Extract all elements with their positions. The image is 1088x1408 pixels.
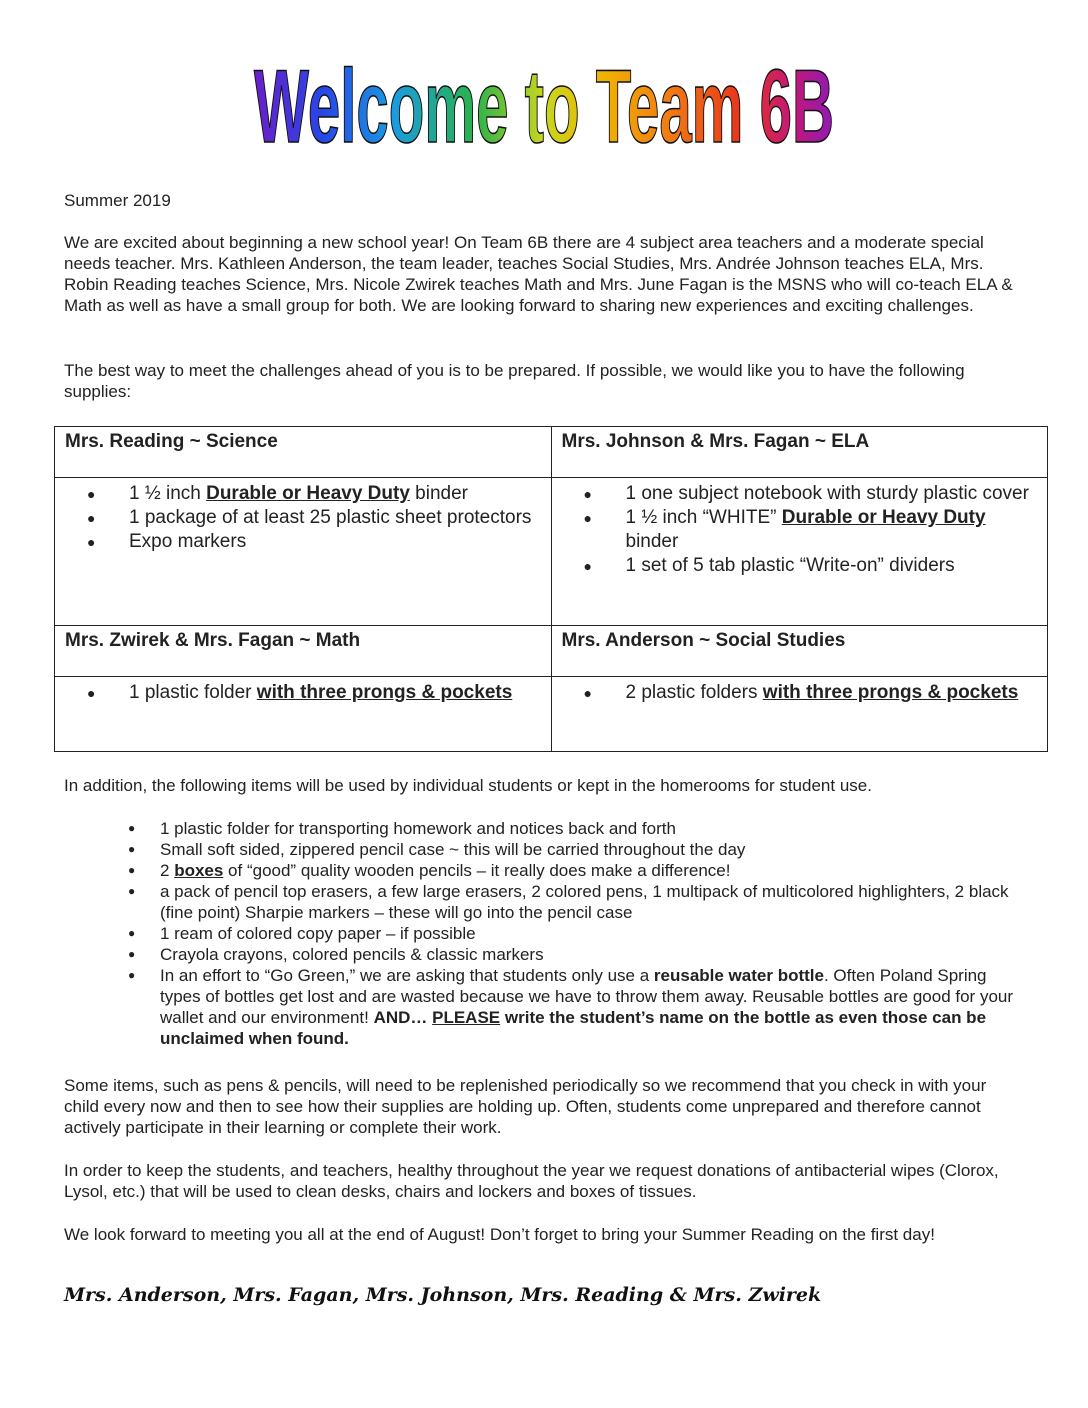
- list-item: [160, 860, 1020, 881]
- item-emphasis: write the student’s name on the bottle as even those can be unclaimed when found.: [160, 1008, 987, 1048]
- supplies-intro-paragraph: The best way to meet the challenges ahead of you is to be prepared. If possible, we would like you to have the following supplies:: [64, 361, 965, 401]
- math-header: Mrs. Zwirek & Mrs. Fagan ~ Math: [55, 626, 552, 677]
- item-text: . Often Poland Spring types of bottles get lost and are wasted because we have to throw them away. Reusable bottles are good for your wallet and our environment!: [160, 966, 1014, 1027]
- closing-paragraph: We look forward to meeting you all at the end of August! Don’t forget to bring your Summer Reading on the first day!: [64, 1225, 935, 1244]
- list-item: ● 1 set of 5 tab plastic “Write-on” dividers: [626, 554, 1038, 578]
- page-title: Welcome to Team 6B: [254, 50, 834, 160]
- letter-date: Summer 2019: [64, 191, 171, 210]
- item-text: 1 ½ inch: [129, 483, 207, 504]
- item-emphasis: boxes: [174, 861, 224, 880]
- list-item: ● 1 ream of colored copy paper – if possible: [160, 923, 1020, 944]
- science-supply-list: [55, 482, 551, 554]
- ela-supply-list: [552, 482, 1048, 578]
- social-studies-header: Mrs. Anderson ~ Social Studies: [551, 626, 1048, 677]
- item-emphasis: PLEASE: [432, 1008, 501, 1027]
- item-emphasis: Durable or Heavy Duty: [206, 483, 410, 504]
- item-emphasis: with three prongs & pockets: [256, 682, 513, 703]
- table-row: [55, 478, 1048, 626]
- ela-cell: [551, 478, 1048, 626]
- table-row: [55, 626, 1048, 677]
- item-text: of “good” quality wooden pencils – it really does make a difference!: [223, 861, 731, 880]
- list-item: ● Expo markers: [129, 530, 541, 554]
- rainbow-title: [244, 50, 844, 160]
- math-supply-list: [55, 681, 551, 705]
- list-item: [129, 482, 541, 506]
- list-item: ● a pack of pencil top erasers, a few large erasers, 2 colored pens, 1 multipack of multicolored highlighters, 2 black (fine point) Sharpie markers – these will go into the pencil case: [160, 881, 1020, 923]
- item-text: 2: [160, 861, 175, 880]
- additional-items-intro: In addition, the following items will be used by individual students or kept in the homerooms for student use.: [64, 776, 872, 795]
- list-item: ● 1 one subject notebook with sturdy plastic cover: [626, 482, 1038, 506]
- donations-paragraph: In order to keep the students, and teachers, healthy throughout the year we request donations of antibacterial wipes (Clorox, Lysol, etc.) that will be used to clean desks, chairs and lockers and boxes of tissues.: [64, 1161, 999, 1201]
- item-emphasis: reusable water bottle: [653, 966, 824, 985]
- item-emphasis: AND…: [373, 1008, 433, 1027]
- item-text: 1 plastic folder: [129, 682, 257, 703]
- item-text: In an effort to “Go Green,” we are asking that students only use a: [160, 966, 654, 985]
- list-item: [160, 965, 1020, 1049]
- table-row: [55, 427, 1048, 478]
- ela-header: Mrs. Johnson & Mrs. Fagan ~ ELA: [551, 427, 1048, 478]
- science-cell: [55, 478, 552, 626]
- additional-items-list: [160, 818, 1020, 1049]
- math-cell: [55, 677, 552, 752]
- item-text: binder: [625, 531, 679, 552]
- list-item: [626, 506, 1038, 554]
- signature: Mrs. Anderson, Mrs. Fagan, Mrs. Johnson, Mrs. Reading & Mrs. Zwirek: [64, 1284, 822, 1306]
- item-emphasis: Durable or Heavy Duty: [781, 507, 986, 528]
- item-text: 1 ½ inch “WHITE”: [625, 507, 782, 528]
- intro-paragraph: We are excited about beginning a new school year! On Team 6B there are 4 subject area teachers and a moderate special needs teacher. Mrs. Kathleen Anderson, the team leader, teaches Social Studies, Mrs. Andrée Johnson teaches ELA, Mrs. Robin Reading teaches Science, Mrs. Nicole Zwirek teaches Math and Mrs. June Fagan is the MSNS who will co-teach ELA & Math as well as have a small group for both. We are looking forward to sharing new experiences and exciting challenges.: [64, 233, 1013, 315]
- list-item: [129, 681, 541, 705]
- science-header: Mrs. Reading ~ Science: [55, 427, 552, 478]
- social-studies-cell: [551, 677, 1048, 752]
- replenish-paragraph: Some items, such as pens & pencils, will need to be replenished periodically so we recommend that you check in with your child every now and then to see how their supplies are holding up. Often, students come unprepared and therefore cannot actively participate in their learning or complete their work.: [64, 1076, 987, 1137]
- item-text: 2 plastic folders: [625, 682, 763, 703]
- supplies-table: [54, 426, 1048, 752]
- list-item: ● Crayola crayons, colored pencils & classic markers: [160, 944, 1020, 965]
- item-emphasis: with three prongs & pockets: [762, 682, 1019, 703]
- list-item: ● 1 package of at least 25 plastic sheet protectors: [129, 506, 541, 530]
- social-studies-supply-list: [552, 681, 1048, 705]
- item-text: binder: [409, 483, 469, 504]
- title-banner: [0, 50, 1088, 160]
- list-item: ● 1 plastic folder for transporting homework and notices back and forth: [160, 818, 1020, 839]
- table-row: [55, 677, 1048, 752]
- list-item: [626, 681, 1038, 705]
- list-item: ● Small soft sided, zippered pencil case ~ this will be carried throughout the day: [160, 839, 1020, 860]
